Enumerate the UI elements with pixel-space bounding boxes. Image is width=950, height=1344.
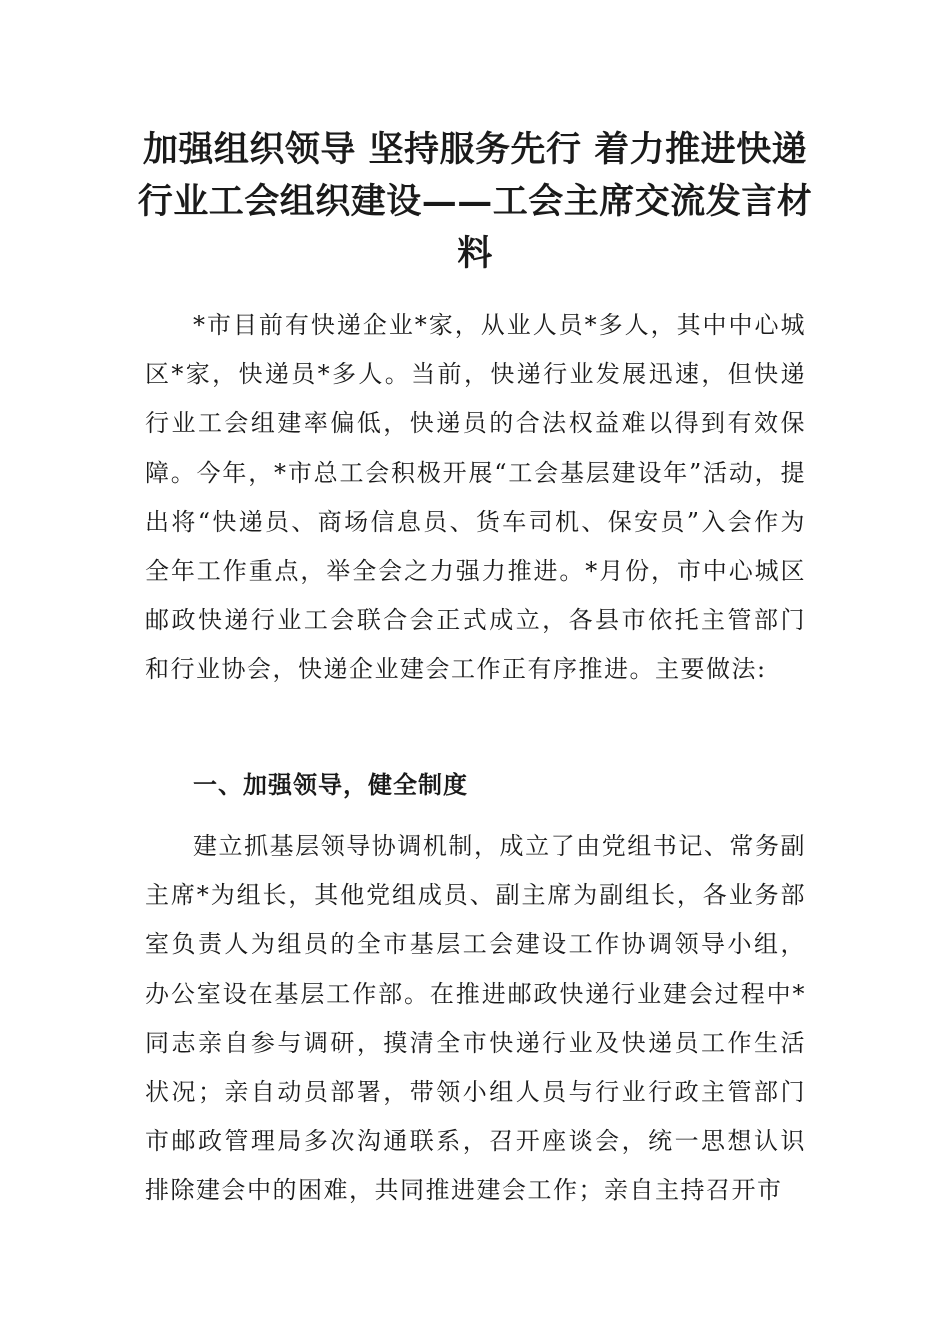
section-paragraph: 建立抓基层领导协调机制，成立了由党组书记、常务副主席*为组长，其他党组成员、副主席为副组长，各业务部室负责人为组员的全市基层工会建设工作协调领导小组，办公室设在基层工作部。在推进邮政快递行业建会过程中*同志亲自参与调研，摸清全市快递行业及快递员工作生活状况；亲自动员部署，带领小组人员与行业行政主管部门市邮政管理局多次沟通联系，召开座谈会，统一思想认识排除建会中的困难，共同推进建会工作；亲自主持召开市: [145, 832, 806, 1205]
intro-paragraph: *市目前有快递企业*家，从业人员*多人，其中中心城区*家，快递员*多人。当前，快递行业发展迅速，但快递行业工会组建率偏低，快递员的合法权益难以得到有效保障。今年，*市总工会积极开展“工会基层建设年”活动，提出将“快递员、商场信息员、货车司机、保安员”入会作为全年工作重点，举全会之力强力推进。*月份，市中心城区邮政快递行业工会联合会正式成立，各县市依托主管部门和行业协会，快递企业建会工作正有序推进。主要做法:: [145, 311, 806, 684]
document-title: 加强组织领导 坚持服务先行 着力推进快递行业工会组织建设——工会主席交流发言材料: [137, 129, 813, 274]
section-heading: 一、加强领导，健全制度: [193, 770, 468, 799]
